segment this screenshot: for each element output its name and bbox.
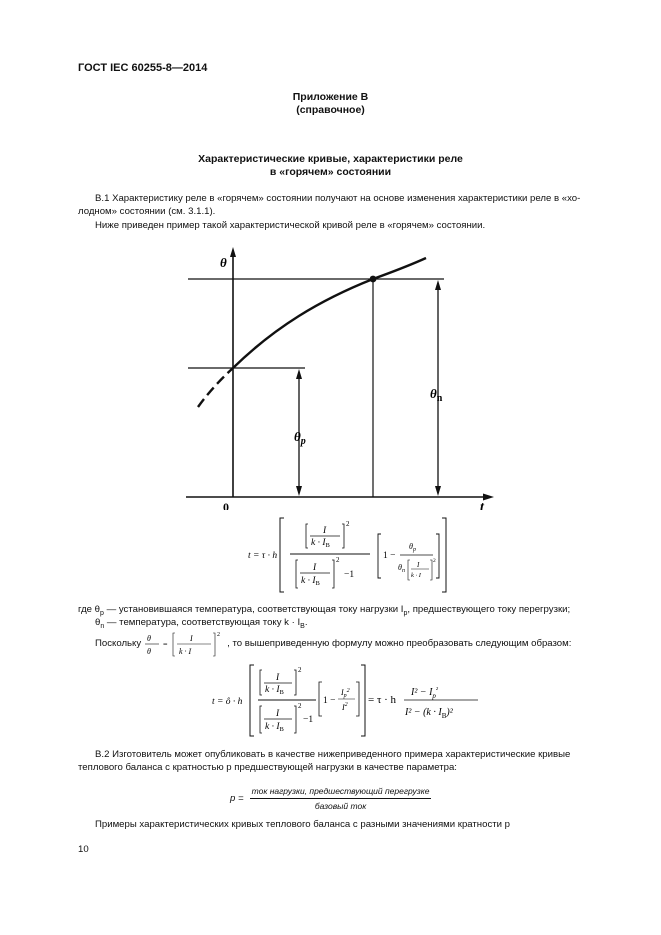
paragraph-b1-line2: лодном» состоянии (см. 3.1.1). bbox=[78, 206, 216, 217]
formula3-denominator: базовый ток bbox=[314, 801, 367, 811]
x-axis-arrow bbox=[483, 494, 494, 501]
formula1-den-kIb: $k \cdot I_B$ bbox=[301, 576, 320, 587]
formula2-minus1: −1 bbox=[303, 715, 314, 725]
paragraph-last-line: Примеры характеристических кривых теплового баланса с разными значениями кратности p bbox=[95, 819, 510, 830]
since-theta-p: θ bbox=[147, 634, 152, 643]
paragraph-b1-line1: В.1 Характеристику реле в «горячем» состоянии получают на основе изменения характеристики реле в «хо- bbox=[95, 193, 581, 204]
x-axis-label: t bbox=[480, 500, 484, 510]
where-line-1: где $\theta_р$ — установившаяся температура, соответствующая току нагрузки $I_р$, предшествующего току перегрузки; bbox=[78, 604, 571, 617]
theta-n-arrow-bottom bbox=[435, 486, 441, 496]
formula1-den-I: I bbox=[313, 563, 317, 573]
formula2-num-sq: 2 bbox=[298, 666, 302, 674]
hot-state-characteristic-graph bbox=[180, 245, 520, 510]
formula-3 bbox=[230, 784, 431, 813]
standard-header: ГОСТ IEC 60255-8—2014 bbox=[78, 62, 208, 74]
where-line-2: $\theta_n$ — температура, соответствующая току $k \cdot I_B$. bbox=[95, 617, 308, 630]
formula1-minus1: −1 bbox=[344, 570, 355, 580]
formula1-num-kIb: $k \cdot I_B$ bbox=[311, 538, 330, 549]
formula2-one-minus: 1 − bbox=[323, 696, 336, 706]
section-title-line2: в «горячем» состоянии bbox=[269, 166, 392, 178]
hot-characteristic-curve-dashed bbox=[198, 368, 233, 407]
formula1-num-I: I bbox=[323, 526, 327, 536]
formula2-rhs-eq: = τ · h bbox=[368, 694, 397, 706]
formula1-one-minus: 1 − bbox=[383, 551, 396, 561]
since-kIb: k · I bbox=[179, 647, 192, 656]
formula1-inner-kIb: k · I bbox=[411, 572, 421, 579]
formula1-theta-p: $\theta_p$ bbox=[409, 542, 416, 553]
formula3-lhs: p = bbox=[230, 792, 244, 804]
hot-characteristic-curve bbox=[233, 258, 426, 368]
formula2-rhs-den: $I^2 - (k \cdot I_B)^2$ bbox=[405, 707, 453, 720]
formula1-inner-I: I bbox=[417, 561, 420, 569]
y-axis-label: θ bbox=[220, 255, 227, 270]
formula-1 bbox=[240, 512, 460, 596]
theta-p-label: $\theta_p$ bbox=[294, 429, 306, 447]
y-axis-arrow bbox=[230, 247, 236, 257]
formula2-num-I: I bbox=[276, 673, 280, 683]
since-line: Поскольку θ θ = I k · I 2 , то вышеприведенную формулу можно преобразовать следующим образом: bbox=[95, 632, 572, 656]
origin-label: 0 bbox=[223, 500, 229, 510]
formula2-den-I: I bbox=[276, 709, 280, 719]
since-inline-formula bbox=[143, 630, 225, 658]
formula2-den-sq: 2 bbox=[298, 702, 302, 710]
theta-p-arrow-top bbox=[296, 369, 302, 379]
svg-text:=: = bbox=[163, 640, 168, 649]
formula2-num-kIb: $k \cdot I_B$ bbox=[265, 685, 284, 696]
paragraph-b2-line1: В.2 Изготовитель может опубликовать в качестве нижеприведенного примера характеристические кривые bbox=[95, 749, 571, 760]
formula-2 bbox=[208, 660, 488, 740]
section-title-line1: Характеристические кривые, характеристики реле bbox=[198, 153, 463, 165]
formula1-theta-n: $\theta_n$ bbox=[398, 563, 405, 574]
formula1-den-sq: 2 bbox=[336, 556, 340, 564]
intersection-point bbox=[370, 276, 377, 283]
theta-n-label: $\theta_n$ bbox=[430, 386, 443, 404]
since-I: I bbox=[190, 634, 193, 643]
formula1-inner-sq: 2 bbox=[433, 558, 436, 564]
formula2-den-kIb: $k \cdot I_B$ bbox=[265, 722, 284, 733]
formula1-num-sq: 2 bbox=[346, 520, 350, 528]
formula1-lhs: t = τ · h bbox=[248, 551, 278, 561]
theta-p-arrow-bottom bbox=[296, 486, 302, 496]
formula2-lhs: t = ô · h bbox=[212, 697, 243, 707]
theta-n-arrow-top bbox=[435, 280, 441, 290]
page-number: 10 bbox=[78, 844, 89, 855]
since-theta-n: θ bbox=[147, 647, 152, 656]
annex-title: Приложение В bbox=[292, 91, 369, 103]
since-sq: 2 bbox=[217, 632, 221, 638]
formula3-numerator: ток нагрузки, предшествующий перегрузке bbox=[250, 784, 432, 799]
formula2-rhs-num: $I^2 - I_p^{^2}$ bbox=[411, 686, 439, 700]
paragraph-b1-line3: Ниже приведен пример такой характеристической кривой реле в «горячем» состоянии. bbox=[95, 220, 486, 231]
formula2-ip: $I_p^2$ bbox=[341, 688, 350, 699]
paragraph-b2-line2: теплового баланса с кратностью p предшествующей нагрузки в качестве параметра: bbox=[78, 762, 457, 773]
annex-subtitle: (справочное) bbox=[296, 104, 365, 116]
formula2-i2: $I^2$ bbox=[342, 702, 348, 712]
